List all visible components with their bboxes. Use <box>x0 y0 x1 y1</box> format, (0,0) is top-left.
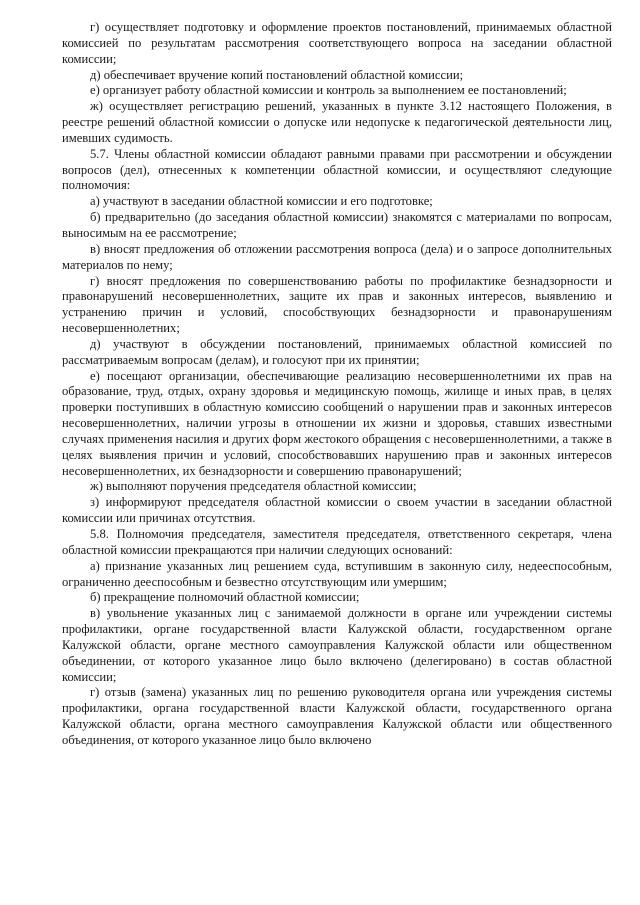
paragraph-e-visit-organizations: е) посещают организации, обеспечивающие реализацию несовершеннолетними их прав на образование, труд, отдых, охрану здоровья и медицинскую помощь, жилище и иных прав, в целях проверки поступивших в областную комиссию сообщений о нарушении прав и законных интересов несовершеннолетних, наличии угрозы в отношении их жизни и здоровья, ставших известными случаях применения насилия и других форм жестокого обращения с несовершеннолетними, а также в целях выявления причин и условий, способствовавших нарушению прав и законных интересов несовершеннолетних, их безнадзорности и совершению правонарушений; <box>62 368 612 478</box>
paragraph-d-discuss-vote: д) участвуют в обсуждении постановлений, принимаемых областной комиссией по рассматриваемым вопросам (делам), и голосуют при их принятии; <box>62 336 612 367</box>
document-page <box>62 20 612 749</box>
paragraph-z-inform-chairman: з) информируют председателя областной комиссии о своем участии в заседании областной комиссии или причинах отсутствия. <box>62 495 612 526</box>
paragraph-zh-fulfill-orders: ж) выполняют поручения председателя областной комиссии; <box>90 479 417 494</box>
paragraph-a-participate: а) участвуют в заседании областной комиссии и его подготовке; <box>90 194 433 209</box>
paragraph-e-organizes-work: е) организует работу областной комиссии и контроль за выполнением ее постановлений; <box>90 83 567 98</box>
paragraph-v-propose-postponement: в) вносят предложения об отложении рассмотрения вопроса (дела) и о запросе дополнительных материалов по нему; <box>62 241 612 272</box>
paragraph-g-prepares-resolutions: г) осуществляет подготовку и оформление проектов постановлений, принимаемых областной комиссией по результатам рассмотрения соответствующего вопроса на заседании областной комиссии; <box>62 20 612 66</box>
paragraph-zh-registers-decisions: ж) осуществляет регистрацию решений, указанных в пункте 3.12 настоящего Положения, в реестре решений областной комиссии о допуске или недопуске к педагогической деятельности лиц, имевших судимость. <box>62 99 612 145</box>
paragraph-g-propose-improvements: г) вносят предложения по совершенствованию работы по профилактике безнадзорности и правонарушений несовершеннолетних, защите их прав и законных интересов, выявлению и устранению причин и условий, способствующих безнадзорности и правонарушениям несовершеннолетних; <box>62 273 612 336</box>
paragraph-a-court-decision: а) признание указанных лиц решением суда, вступившим в законную силу, недееспособным, ограниченно дееспособным и безвестно отсутствующим или умершим; <box>62 558 612 589</box>
paragraph-b-commission-termination: б) прекращение полномочий областной комиссии; <box>90 590 360 605</box>
paragraph-v-dismissal: в) увольнение указанных лиц с занимаемой должности в органе или учреждении системы профилактики, органе государственной власти Калужской области, государственном органе Калужской области, органе местного самоуправления Калужской области или общественном объединении, от которого указанное лицо было включено (делегировано) в состав областной комиссии; <box>62 606 612 684</box>
paragraph-5-7-members-rights: 5.7. Члены областной комиссии обладают равными правами при рассмотрении и обсуждении вопросов (дел), отнесенных к компетенции областной комиссии, и осуществляют следующие полномочия: <box>62 146 612 193</box>
paragraph-5-8-termination-grounds: 5.8. Полномочия председателя, заместителя председателя, ответственного секретаря, члена областной комиссии прекращаются при наличии следующих оснований: <box>62 527 612 557</box>
paragraph-b-review-materials: б) предварительно (до заседания областной комиссии) знакомятся с материалами по вопросам, выносимым на ее рассмотрение; <box>62 210 612 240</box>
paragraph-d-delivers-copies: д) обеспечивает вручение копий постановлений областной комиссии; <box>90 67 464 82</box>
paragraph-g-recall: г) отзыв (замена) указанных лиц по решению руководителя органа или учреждения системы профилактики, органа государственной власти Калужской области, государственного органа Калужской области, органа местного самоуправления Калужской области или общественного объединения, от которого указанное лицо было включено <box>62 685 612 747</box>
